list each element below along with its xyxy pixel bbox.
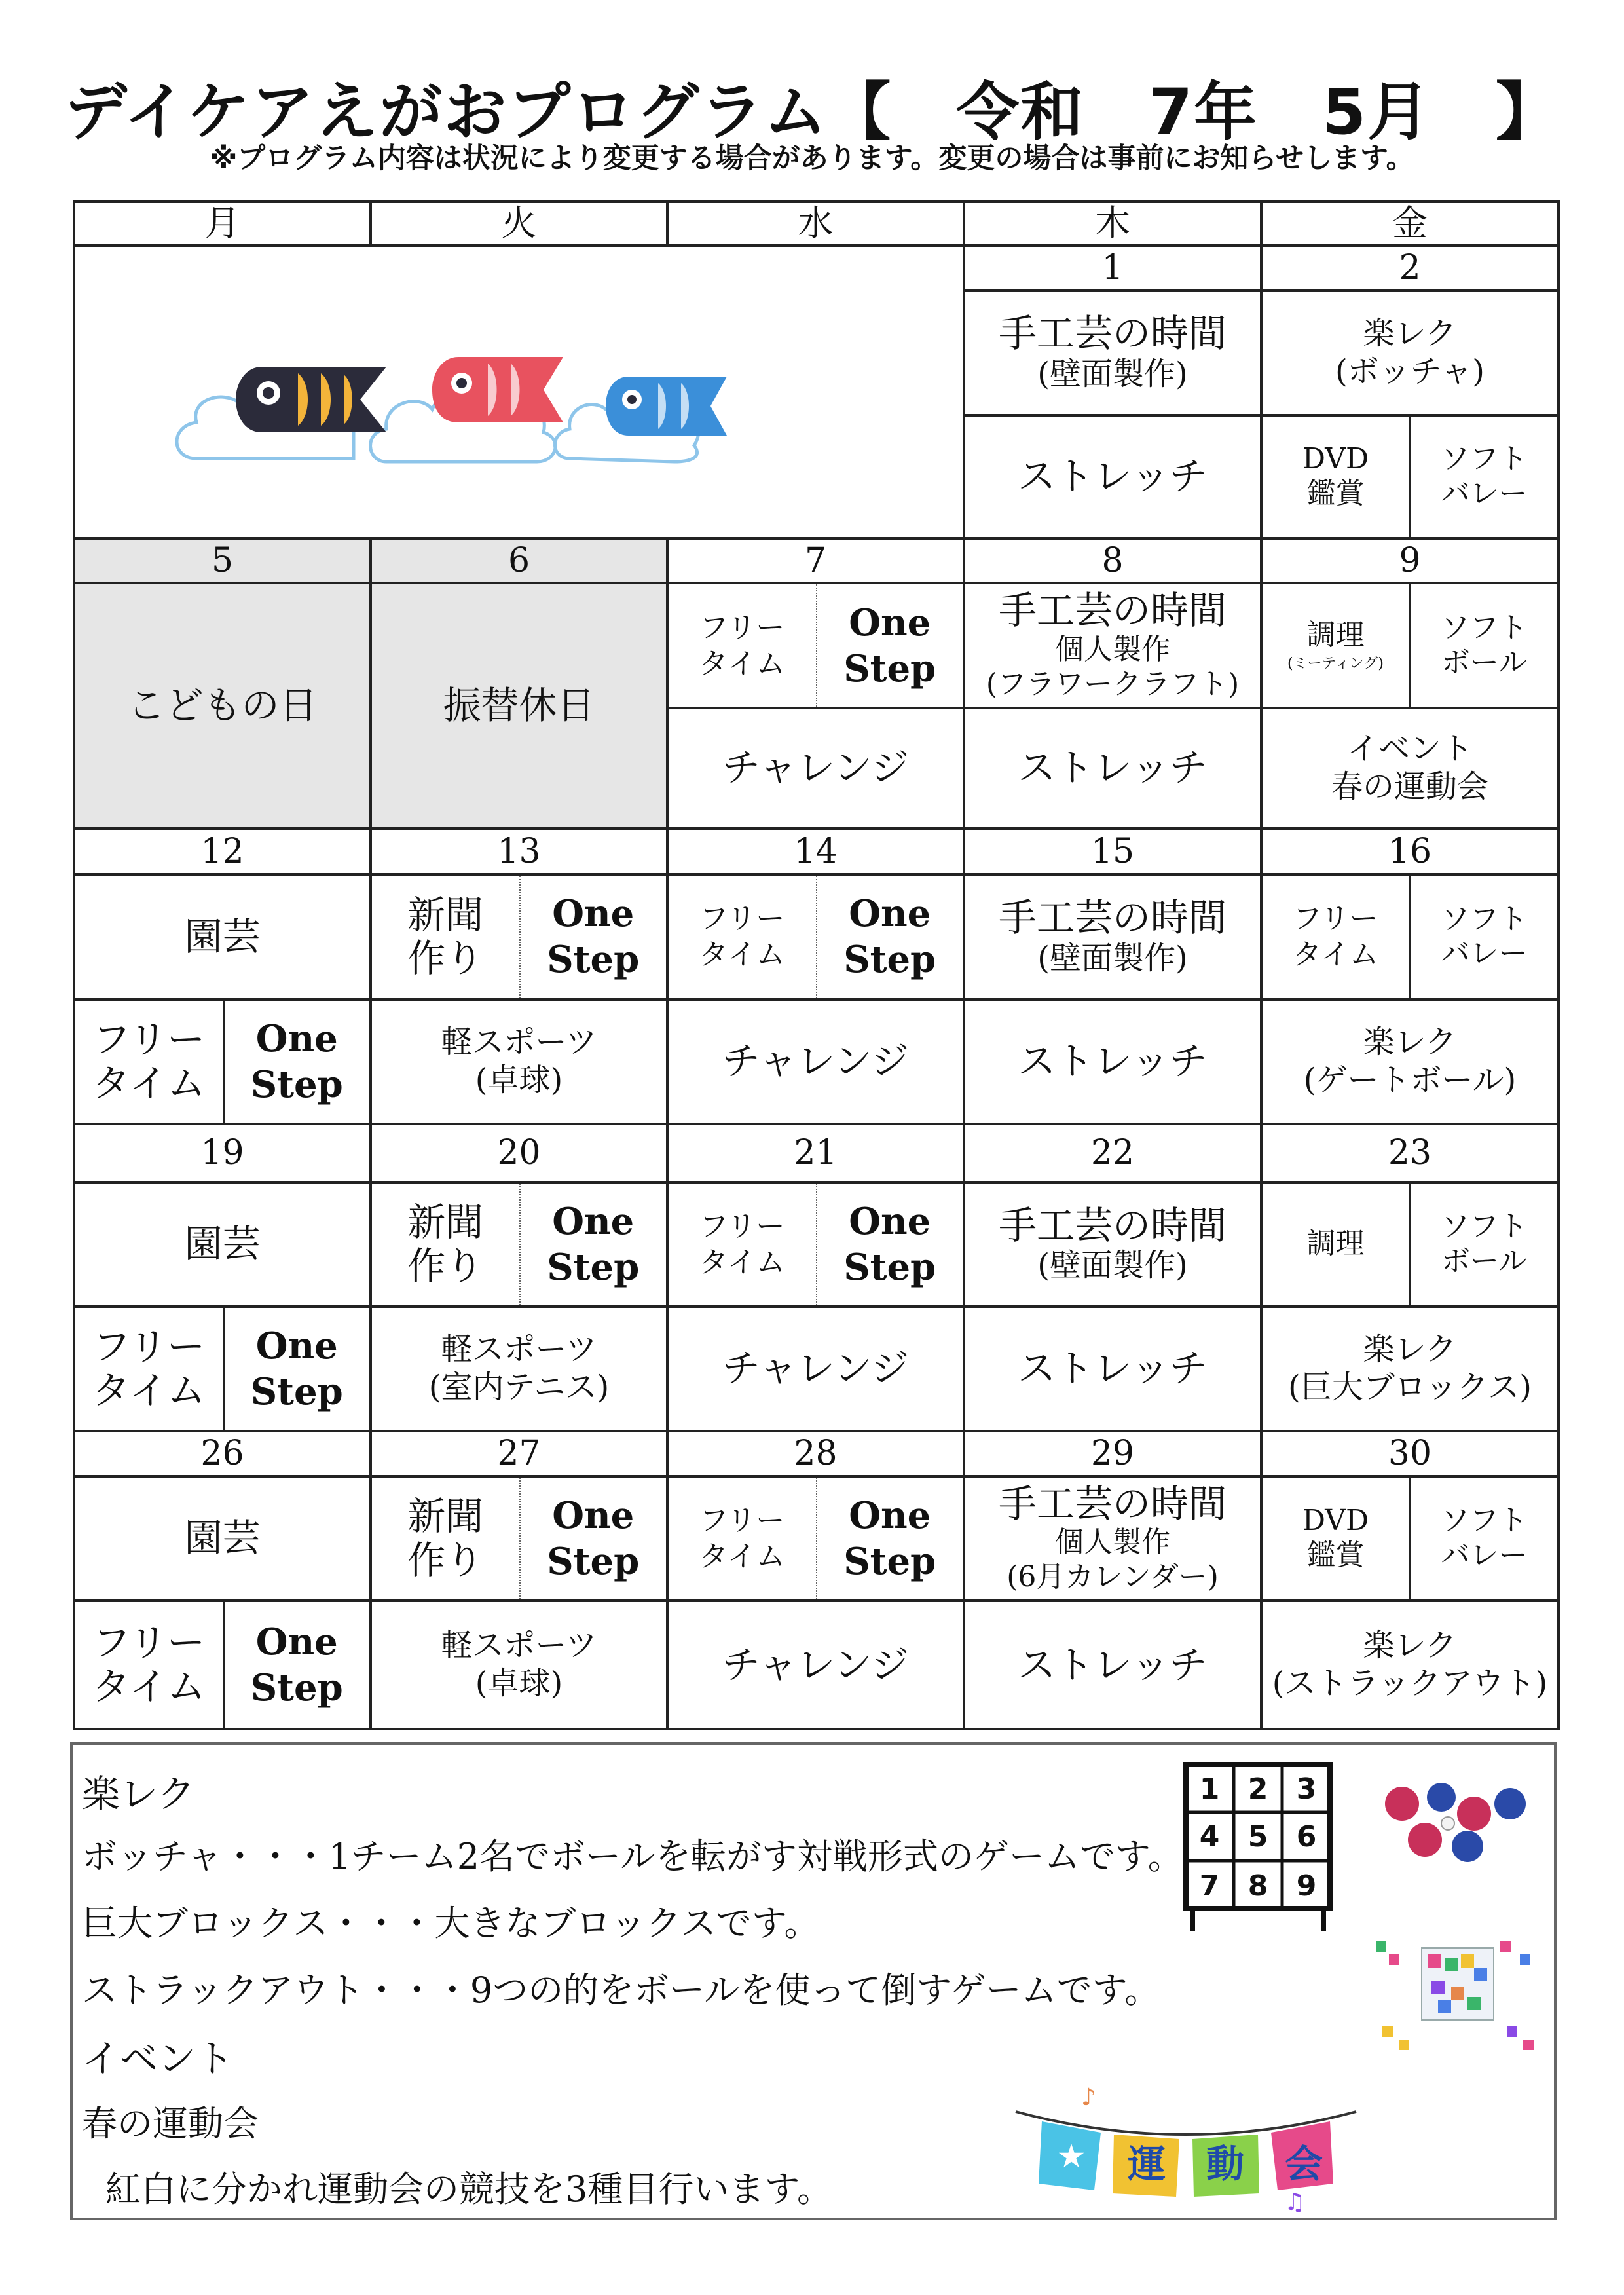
koinobori-icon bbox=[170, 327, 760, 478]
program-subtitle: (卓球) bbox=[475, 1664, 563, 1702]
program-cell bbox=[74, 999, 371, 1124]
holiday-cell: こどもの日 bbox=[74, 583, 371, 828]
program-cell bbox=[1261, 708, 1559, 829]
strike-number: 8 bbox=[1247, 1869, 1268, 1903]
banner-char: 動 bbox=[1206, 2142, 1245, 2186]
page-title: デイケアえがおプログラム【 令和 7年 5月 】 bbox=[64, 75, 1560, 149]
day-number: 26 bbox=[74, 1431, 371, 1476]
program-note: (ミーティング) bbox=[1287, 656, 1384, 673]
program-subtitle: (フラワークラフト) bbox=[986, 667, 1240, 701]
program-subtitle: (巨大ブロックス) bbox=[1287, 1368, 1532, 1406]
program-line: Step bbox=[843, 938, 936, 982]
day-number: 19 bbox=[74, 1124, 371, 1182]
program-cell: 園芸 bbox=[74, 1182, 371, 1307]
program-line: 新聞 bbox=[407, 892, 484, 937]
program-line: タイム bbox=[699, 1539, 785, 1573]
program-line: フリー bbox=[92, 1620, 206, 1666]
program-line: One bbox=[849, 892, 931, 936]
program-cell bbox=[1410, 874, 1559, 999]
program-cell: 園芸 bbox=[74, 874, 371, 999]
program-line: フリー bbox=[699, 610, 785, 644]
program-title: イベント bbox=[1346, 730, 1473, 767]
day-number: 20 bbox=[371, 1124, 667, 1182]
page-subtitle: ※プログラム内容は状況により変更する場合があります。変更の場合は事前にお知らせします。 bbox=[210, 142, 1414, 175]
day-number: 21 bbox=[667, 1124, 964, 1182]
blocks-icon bbox=[1363, 1928, 1546, 2059]
program-cell: チャレンジ bbox=[667, 1307, 964, 1431]
day-number: 15 bbox=[964, 829, 1261, 875]
program-line: フリー bbox=[92, 1017, 206, 1062]
program-cell bbox=[1261, 1307, 1559, 1431]
program-line: タイム bbox=[1292, 938, 1379, 972]
strike-number: 9 bbox=[1296, 1869, 1317, 1903]
strike-number: 5 bbox=[1247, 1820, 1268, 1854]
program-title: 手工芸の時間 bbox=[998, 895, 1227, 941]
program-line: Step bbox=[250, 1062, 343, 1106]
strike-number: 1 bbox=[1199, 1772, 1220, 1806]
program-cell bbox=[371, 1182, 667, 1307]
program-line: ソフト bbox=[1441, 441, 1528, 476]
program-line: ソフト bbox=[1441, 610, 1528, 644]
notes-line-blocks: 巨大ブロックス・・・大きなブロックスです。 bbox=[82, 1903, 820, 1944]
program-cell: チャレンジ bbox=[667, 1601, 964, 1729]
program-line: フリー bbox=[699, 902, 785, 936]
program-subtitle: (室内テニス) bbox=[428, 1368, 610, 1406]
program-cell bbox=[964, 583, 1261, 707]
program-title: 軽スポーツ bbox=[441, 1023, 597, 1060]
program-cell bbox=[371, 999, 667, 1124]
day-number: 29 bbox=[964, 1431, 1261, 1476]
program-cell bbox=[1261, 999, 1559, 1124]
program-subtitle: 個人製作 bbox=[1055, 1525, 1170, 1559]
program-cell: ストレッチ bbox=[964, 1601, 1261, 1729]
program-cell bbox=[964, 874, 1261, 999]
music-note-icon: ♪ bbox=[1081, 2085, 1096, 2111]
notes-heading-raku-reku: 楽レク bbox=[82, 1772, 195, 1816]
music-note-icon: ♫ bbox=[1284, 2189, 1306, 2216]
program-cell: 園芸 bbox=[74, 1476, 371, 1601]
day-number: 23 bbox=[1261, 1124, 1559, 1182]
banner-char: 運 bbox=[1127, 2142, 1166, 2186]
program-line: One bbox=[255, 1017, 338, 1060]
weekday-fri: 金 bbox=[1261, 202, 1559, 246]
program-line: One bbox=[255, 1620, 338, 1664]
program-line: 作り bbox=[407, 1537, 484, 1582]
program-subtitle: (卓球) bbox=[475, 1061, 563, 1098]
program-line: Step bbox=[843, 646, 936, 690]
program-line: One bbox=[255, 1324, 338, 1368]
strikeout-board-icon bbox=[1179, 1758, 1337, 1935]
program-line: Step bbox=[547, 1539, 640, 1583]
day-number: 14 bbox=[667, 829, 964, 875]
program-cell bbox=[1261, 1476, 1410, 1601]
program-title: 手工芸の時間 bbox=[998, 1481, 1227, 1526]
notes-line-struckout: ストラックアウト・・・9つの的をボールを使って倒すゲームです。 bbox=[82, 1969, 1160, 2011]
program-line: One bbox=[552, 1493, 635, 1537]
program-line: 新聞 bbox=[407, 1493, 484, 1539]
program-cell bbox=[371, 1601, 667, 1729]
program-cell bbox=[1261, 291, 1559, 415]
program-cell bbox=[667, 874, 964, 999]
notes-line-sports-day-desc: 紅白に分かれ運動会の競技を3種目行います。 bbox=[105, 2169, 833, 2210]
program-line: 鑑賞 bbox=[1306, 476, 1365, 510]
weekday-wed: 水 bbox=[667, 202, 964, 246]
program-cell bbox=[1410, 415, 1559, 538]
program-line: DVD bbox=[1302, 441, 1369, 476]
program-cell bbox=[74, 1307, 371, 1431]
banner-char: 会 bbox=[1284, 2142, 1323, 2186]
day-number: 30 bbox=[1261, 1431, 1559, 1476]
program-line: フリー bbox=[92, 1324, 206, 1370]
day-number: 28 bbox=[667, 1431, 964, 1476]
day-number: 13 bbox=[371, 829, 667, 875]
program-line: フリー bbox=[699, 1503, 785, 1537]
program-line: タイム bbox=[92, 1060, 206, 1106]
program-line: Step bbox=[843, 1245, 936, 1289]
program-subtitle: (6月カレンダー) bbox=[1006, 1559, 1219, 1594]
program-line: 作り bbox=[407, 1243, 484, 1288]
program-cell bbox=[667, 1476, 964, 1601]
day-number: 12 bbox=[74, 829, 371, 875]
program-subtitle: (ゲートボール) bbox=[1303, 1061, 1517, 1098]
notes-box bbox=[70, 1742, 1557, 2220]
program-line: タイム bbox=[699, 938, 785, 972]
program-cell bbox=[964, 1476, 1261, 1601]
weekday-tue: 火 bbox=[371, 202, 667, 246]
program-subtitle: (壁面製作) bbox=[1037, 356, 1188, 393]
program-subtitle: 春の運動会 bbox=[1331, 768, 1488, 805]
program-cell bbox=[1410, 583, 1559, 707]
program-cell bbox=[371, 1476, 667, 1601]
program-line: ボール bbox=[1441, 645, 1528, 679]
strike-number: 4 bbox=[1199, 1820, 1220, 1854]
program-line: バレー bbox=[1441, 476, 1528, 510]
program-line: One bbox=[552, 892, 635, 936]
program-cell: ストレッチ bbox=[964, 415, 1261, 538]
day-number: 22 bbox=[964, 1124, 1261, 1182]
day-number: 5 bbox=[74, 538, 371, 584]
program-cell bbox=[1410, 1476, 1559, 1601]
program-line: Step bbox=[250, 1370, 343, 1413]
program-line: ソフト bbox=[1441, 1503, 1528, 1537]
program-line: Step bbox=[547, 1245, 640, 1289]
program-cell bbox=[1410, 1182, 1559, 1307]
program-line: One bbox=[849, 1493, 931, 1537]
program-line: タイム bbox=[92, 1368, 206, 1413]
program-title: 手工芸の時間 bbox=[998, 588, 1227, 633]
program-title: 楽レク bbox=[1363, 1627, 1457, 1664]
program-cell bbox=[667, 1182, 964, 1307]
program-cell bbox=[1261, 415, 1410, 538]
program-title: 手工芸の時間 bbox=[998, 311, 1227, 356]
program-line: DVD bbox=[1302, 1503, 1369, 1537]
program-title: 手工芸の時間 bbox=[998, 1203, 1227, 1248]
program-line: ボール bbox=[1441, 1244, 1528, 1278]
program-line: ソフト bbox=[1441, 902, 1528, 936]
strike-number: 7 bbox=[1199, 1869, 1220, 1903]
program-cell bbox=[1261, 1601, 1559, 1729]
program-subtitle: (ボッチャ) bbox=[1335, 352, 1485, 390]
program-subtitle: 個人製作 bbox=[1055, 633, 1170, 667]
program-cell: ストレッチ bbox=[964, 999, 1261, 1124]
program-subtitle: (壁面製作) bbox=[1037, 1247, 1188, 1284]
program-line: 調理 bbox=[1306, 618, 1365, 652]
program-cell bbox=[964, 1182, 1261, 1307]
program-cell: 調理 bbox=[1261, 1182, 1410, 1307]
program-cell: ストレッチ bbox=[964, 708, 1261, 829]
program-line: One bbox=[552, 1199, 635, 1243]
program-title: 楽レク bbox=[1363, 314, 1457, 352]
notes-heading-event: イベント bbox=[82, 2036, 234, 2081]
program-line: One bbox=[849, 1199, 931, 1243]
program-line: タイム bbox=[699, 646, 785, 681]
program-title: 軽スポーツ bbox=[441, 1627, 597, 1664]
program-line: Step bbox=[843, 1539, 936, 1583]
program-line: バレー bbox=[1441, 937, 1528, 971]
program-line: フリー bbox=[699, 1209, 785, 1243]
notes-line-boccia: ボッチャ・・・1チーム2名でボールを転がす対戦形式のゲームです。 bbox=[82, 1836, 1183, 1877]
day-number: 6 bbox=[371, 538, 667, 584]
program-line: バレー bbox=[1441, 1538, 1528, 1572]
program-line: 新聞 bbox=[407, 1199, 484, 1244]
day-number: 2 bbox=[1261, 246, 1559, 291]
boccia-balls-icon bbox=[1369, 1778, 1540, 1876]
program-line: Step bbox=[547, 938, 640, 982]
program-cell bbox=[1261, 874, 1410, 999]
weekday-mon: 月 bbox=[74, 202, 371, 246]
program-line: タイム bbox=[699, 1245, 785, 1279]
program-cell bbox=[667, 583, 964, 707]
program-title: 楽レク bbox=[1363, 1331, 1457, 1368]
program-cell bbox=[74, 1601, 371, 1729]
program-cell: チャレンジ bbox=[667, 999, 964, 1124]
strike-number: 6 bbox=[1296, 1820, 1317, 1854]
program-line: Step bbox=[250, 1666, 343, 1709]
program-line: フリー bbox=[1293, 902, 1378, 936]
day-number: 1 bbox=[964, 246, 1261, 291]
program-cell bbox=[1261, 583, 1410, 707]
program-cell bbox=[371, 1307, 667, 1431]
notes-line-sports-day: 春の運動会 bbox=[82, 2103, 259, 2144]
program-subtitle: (壁面製作) bbox=[1037, 940, 1188, 977]
day-number: 7 bbox=[667, 538, 964, 584]
program-line: 作り bbox=[407, 936, 484, 981]
program-line: タイム bbox=[92, 1664, 206, 1709]
program-subtitle: (ストラックアウト) bbox=[1272, 1664, 1548, 1702]
day-number: 9 bbox=[1261, 538, 1559, 584]
strike-number: 3 bbox=[1296, 1772, 1317, 1806]
weekday-thu: 木 bbox=[964, 202, 1261, 246]
day-number: 8 bbox=[964, 538, 1261, 584]
day-number: 27 bbox=[371, 1431, 667, 1476]
strike-number: 2 bbox=[1247, 1772, 1268, 1806]
program-title: 楽レク bbox=[1363, 1023, 1457, 1060]
program-line: ソフト bbox=[1441, 1209, 1528, 1243]
holiday-cell: 振替休日 bbox=[371, 583, 667, 828]
program-cell: チャレンジ bbox=[667, 708, 964, 829]
program-cell: ストレッチ bbox=[964, 1307, 1261, 1431]
program-cell bbox=[964, 291, 1261, 415]
program-title: 軽スポーツ bbox=[441, 1331, 597, 1368]
star-icon: ★ bbox=[1056, 2137, 1086, 2175]
program-line: One bbox=[849, 601, 931, 644]
day-number: 16 bbox=[1261, 829, 1559, 875]
sports-day-banner-icon bbox=[1003, 2085, 1369, 2216]
program-cell bbox=[371, 874, 667, 999]
program-line: 鑑賞 bbox=[1306, 1538, 1365, 1572]
